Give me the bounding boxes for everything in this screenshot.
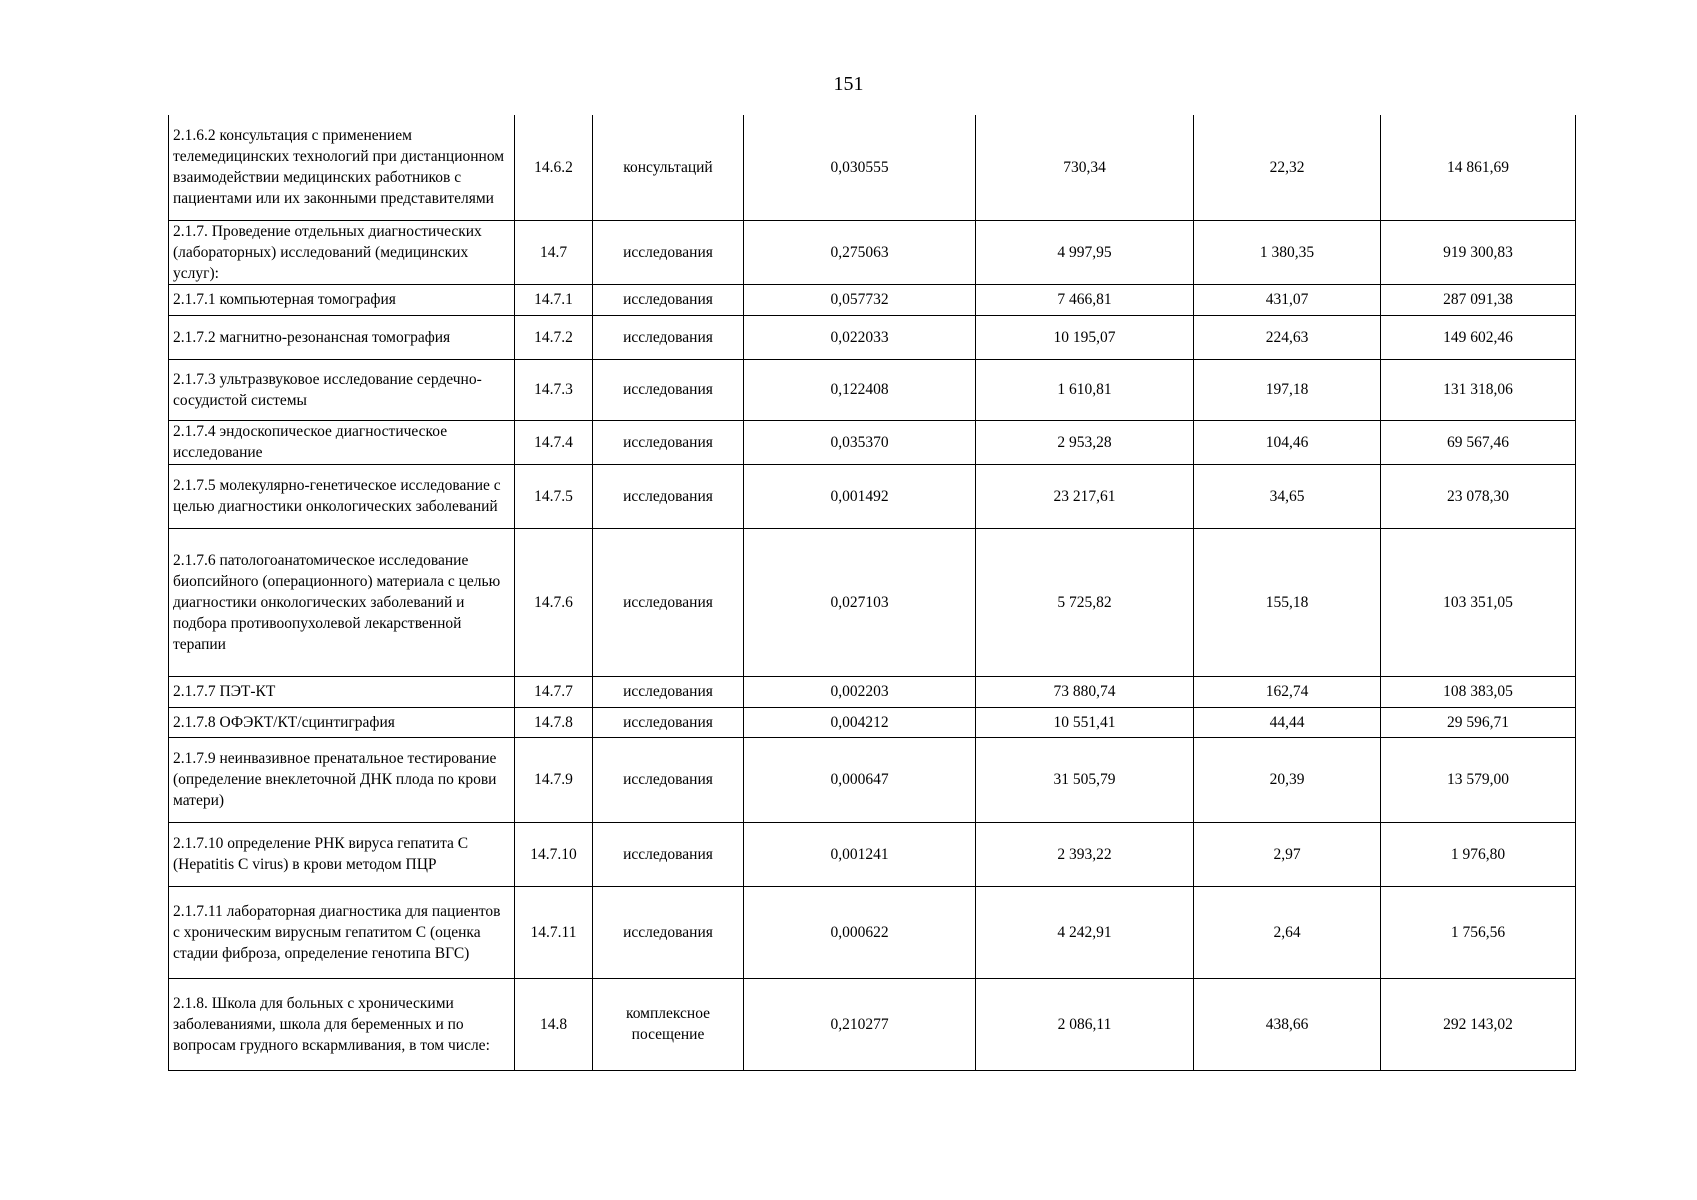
table-row [169, 464, 1576, 528]
row-per-capita: 438,66 [1194, 978, 1381, 1070]
row-code: 14.7.9 [515, 737, 593, 822]
row-per-capita: 2,64 [1194, 886, 1381, 978]
row-total: 13 579,00 [1381, 737, 1576, 822]
row-cost: 730,34 [976, 115, 1194, 220]
row-code: 14.7.8 [515, 707, 593, 737]
row-name: 2.1.7.11 лабораторная диагностика для пациентов с хроническим вирусным гепатитом С (оценка стадии фиброза, определение генотипа ВГС) [169, 886, 515, 978]
table-row [169, 315, 1576, 359]
row-total: 103 351,05 [1381, 528, 1576, 676]
row-cost: 23 217,61 [976, 464, 1194, 528]
row-unit: исследования [593, 886, 744, 978]
row-code: 14.8 [515, 978, 593, 1070]
table-row [169, 822, 1576, 886]
table-row [169, 676, 1576, 707]
row-name: 2.1.7.7 ПЭТ-КТ [169, 676, 515, 707]
row-norm: 0,122408 [744, 359, 976, 420]
row-norm: 0,001492 [744, 464, 976, 528]
row-cost: 2 953,28 [976, 420, 1194, 464]
row-cost: 5 725,82 [976, 528, 1194, 676]
row-code: 14.7.4 [515, 420, 593, 464]
row-norm: 0,000622 [744, 886, 976, 978]
table-row [169, 886, 1576, 978]
row-name: 2.1.7. Проведение отдельных диагностических (лабораторных) исследований (медицинских услуг): [169, 220, 515, 284]
row-norm: 0,002203 [744, 676, 976, 707]
row-code: 14.7.5 [515, 464, 593, 528]
table-row [169, 359, 1576, 420]
table-row [169, 284, 1576, 315]
row-unit: исследования [593, 284, 744, 315]
row-name: 2.1.7.5 молекулярно-генетическое исследование с целью диагностики онкологических заболеваний [169, 464, 515, 528]
row-unit: исследования [593, 464, 744, 528]
row-cost: 4 997,95 [976, 220, 1194, 284]
row-code: 14.7.3 [515, 359, 593, 420]
row-code: 14.6.2 [515, 115, 593, 220]
row-unit: комплексное посещение [593, 978, 744, 1070]
row-total: 131 318,06 [1381, 359, 1576, 420]
row-name: 2.1.7.9 неинвазивное пренатальное тестирование (определение внеклеточной ДНК плода по крови матери) [169, 737, 515, 822]
row-unit: исследования [593, 359, 744, 420]
row-norm: 0,057732 [744, 284, 976, 315]
row-per-capita: 104,46 [1194, 420, 1381, 464]
row-unit: исследования [593, 707, 744, 737]
row-name: 2.1.7.10 определение РНК вируса гепатита С (Hepatitis C virus) в крови методом ПЦР [169, 822, 515, 886]
row-total: 292 143,02 [1381, 978, 1576, 1070]
row-total: 1 976,80 [1381, 822, 1576, 886]
row-per-capita: 431,07 [1194, 284, 1381, 315]
row-code: 14.7.6 [515, 528, 593, 676]
row-per-capita: 1 380,35 [1194, 220, 1381, 284]
row-total: 69 567,46 [1381, 420, 1576, 464]
row-norm: 0,027103 [744, 528, 976, 676]
row-total: 14 861,69 [1381, 115, 1576, 220]
row-cost: 1 610,81 [976, 359, 1194, 420]
row-name: 2.1.7.6 патологоанатомическое исследование биопсийного (операционного) материала с целью диагностики онкологических заболеваний и подбора противоопухолевой лекарственной терапии [169, 528, 515, 676]
row-unit: исследования [593, 420, 744, 464]
row-name: 2.1.7.3 ультразвуковое исследование сердечно-сосудистой системы [169, 359, 515, 420]
row-cost: 2 393,22 [976, 822, 1194, 886]
row-unit: исследования [593, 315, 744, 359]
row-norm: 0,210277 [744, 978, 976, 1070]
row-per-capita: 155,18 [1194, 528, 1381, 676]
row-cost: 4 242,91 [976, 886, 1194, 978]
row-unit: консультаций [593, 115, 744, 220]
row-norm: 0,035370 [744, 420, 976, 464]
row-code: 14.7.7 [515, 676, 593, 707]
row-name: 2.1.6.2 консультация с применением телемедицинских технологий при дистанционном взаимодействии медицинских работников с пациентами или их законными представителями [169, 115, 515, 220]
row-cost: 31 505,79 [976, 737, 1194, 822]
row-norm: 0,001241 [744, 822, 976, 886]
row-total: 29 596,71 [1381, 707, 1576, 737]
row-per-capita: 22,32 [1194, 115, 1381, 220]
row-per-capita: 162,74 [1194, 676, 1381, 707]
table-row [169, 220, 1576, 284]
row-name: 2.1.7.8 ОФЭКТ/КТ/сцинтиграфия [169, 707, 515, 737]
row-norm: 0,000647 [744, 737, 976, 822]
table-row [169, 115, 1576, 220]
row-per-capita: 44,44 [1194, 707, 1381, 737]
row-code: 14.7.2 [515, 315, 593, 359]
table-row [169, 420, 1576, 464]
row-total: 149 602,46 [1381, 315, 1576, 359]
row-total: 108 383,05 [1381, 676, 1576, 707]
row-per-capita: 197,18 [1194, 359, 1381, 420]
row-unit: исследования [593, 822, 744, 886]
page-number: 151 [833, 73, 864, 95]
row-unit: исследования [593, 737, 744, 822]
table-row [169, 707, 1576, 737]
row-unit: исследования [593, 676, 744, 707]
row-norm: 0,030555 [744, 115, 976, 220]
row-code: 14.7 [515, 220, 593, 284]
row-unit: исследования [593, 220, 744, 284]
row-code: 14.7.10 [515, 822, 593, 886]
row-code: 14.7.1 [515, 284, 593, 315]
table-row [169, 737, 1576, 822]
row-code: 14.7.11 [515, 886, 593, 978]
row-cost: 10 195,07 [976, 315, 1194, 359]
row-name: 2.1.7.2 магнитно-резонансная томография [169, 315, 515, 359]
tariff-table [168, 115, 1576, 1071]
row-per-capita: 224,63 [1194, 315, 1381, 359]
row-norm: 0,275063 [744, 220, 976, 284]
row-cost: 7 466,81 [976, 284, 1194, 315]
row-cost: 73 880,74 [976, 676, 1194, 707]
row-name: 2.1.7.4 эндоскопическое диагностическое исследование [169, 420, 515, 464]
row-per-capita: 20,39 [1194, 737, 1381, 822]
row-total: 1 756,56 [1381, 886, 1576, 978]
row-cost: 2 086,11 [976, 978, 1194, 1070]
table-row [169, 978, 1576, 1070]
row-cost: 10 551,41 [976, 707, 1194, 737]
row-name: 2.1.8. Школа для больных с хроническими заболеваниями, школа для беременных и по вопросам грудного вскармливания, в том числе: [169, 978, 515, 1070]
row-per-capita: 2,97 [1194, 822, 1381, 886]
table-row [169, 528, 1576, 676]
row-per-capita: 34,65 [1194, 464, 1381, 528]
row-norm: 0,004212 [744, 707, 976, 737]
row-unit: исследования [593, 528, 744, 676]
row-norm: 0,022033 [744, 315, 976, 359]
row-total: 919 300,83 [1381, 220, 1576, 284]
row-total: 23 078,30 [1381, 464, 1576, 528]
row-name: 2.1.7.1 компьютерная томография [169, 284, 515, 315]
row-total: 287 091,38 [1381, 284, 1576, 315]
